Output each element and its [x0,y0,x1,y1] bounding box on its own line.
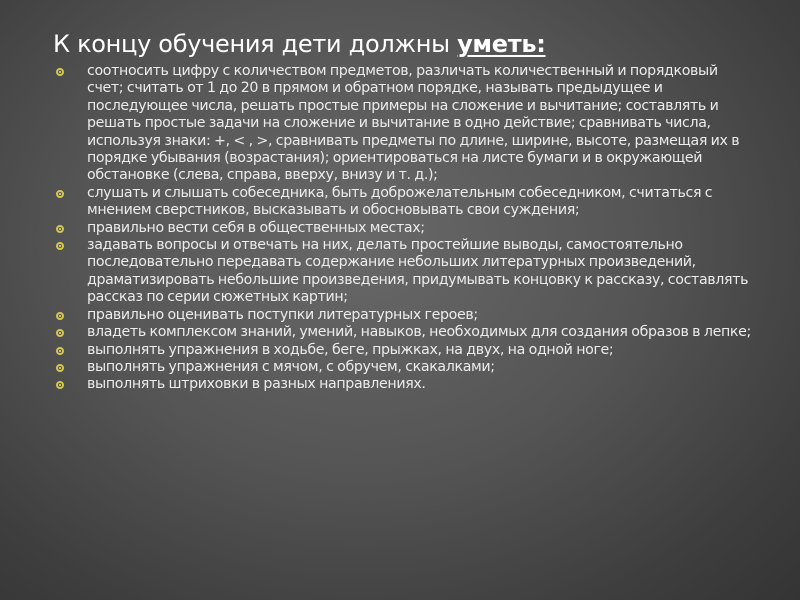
bullet-item-ball-exercises [56,359,756,376]
bullet-text: правильно вести себя в общественных местах; [87,219,425,236]
bullet-item-exercises [56,342,756,359]
bullet-text: выполнять упражнения с мячом, с обручем, скакалками; [87,358,495,375]
slide-title [53,28,546,60]
bullet-item-counting [56,63,756,185]
circle-bullet-icon [56,190,64,198]
title-prefix: К концу обучения дети должны [53,30,458,58]
bullet-list [56,63,756,394]
bullet-item-literary-heroes [56,307,756,324]
bullet-item-hatching [56,376,756,393]
bullet-item-listening [56,185,756,220]
circle-bullet-icon [56,242,64,250]
bullet-text: соотносить цифру с количеством предметов, различать количественный и порядковый счет; считать от 1 до 20 в прямом и обратном порядке, называть предыдущее и последующее числа, решать простые примеры на сложение и вычитание; составлять и решать простые задачи на сложение и вычитание в одно действие; сравнивать числа, используя знаки: +, < , >, сравнивать предметы по длине, ширине, высоте, размещая их в порядке убывания (возрастания); ориентироваться на листе бумаги и в окружающей обстановке (слева, справа, вверху, внизу и т. д.); [87,63,740,184]
circle-bullet-icon [56,347,64,355]
bullet-item-questions [56,237,756,307]
circle-bullet-icon [56,381,64,389]
circle-bullet-icon [56,329,64,337]
bullet-text: слушать и слышать собеседника, быть доброжелательным собеседником, считаться с мнением сверстников, высказывать и обосновывать свои суждения; [87,184,713,219]
bullet-text: выполнять штриховки в разных направлениях. [87,376,426,393]
bullet-text: владеть комплексом знаний, умений, навыков, необходимых для создания образов в лепке; [87,324,751,341]
circle-bullet-icon [56,364,64,372]
bullet-text: правильно оценивать поступки литературных героев; [87,306,478,323]
bullet-text: выполнять упражнения в ходьбе, беге, прыжках, на двух, на одной ноге; [87,341,614,358]
circle-bullet-icon [56,225,64,233]
bullet-item-behavior [56,220,756,237]
bullet-item-modeling [56,324,756,341]
circle-bullet-icon [56,68,64,76]
title-emphasis: уметь: [457,30,546,58]
circle-bullet-icon [56,312,64,320]
bullet-text: задавать вопросы и отвечать на них, делать простейшие выводы, самостоятельно последовательно передавать содержание небольших литературных произведений, драматизировать небольшие произведения, придумывать концовку к рассказу, составлять рассказ по серии сюжетных картин; [87,237,749,306]
